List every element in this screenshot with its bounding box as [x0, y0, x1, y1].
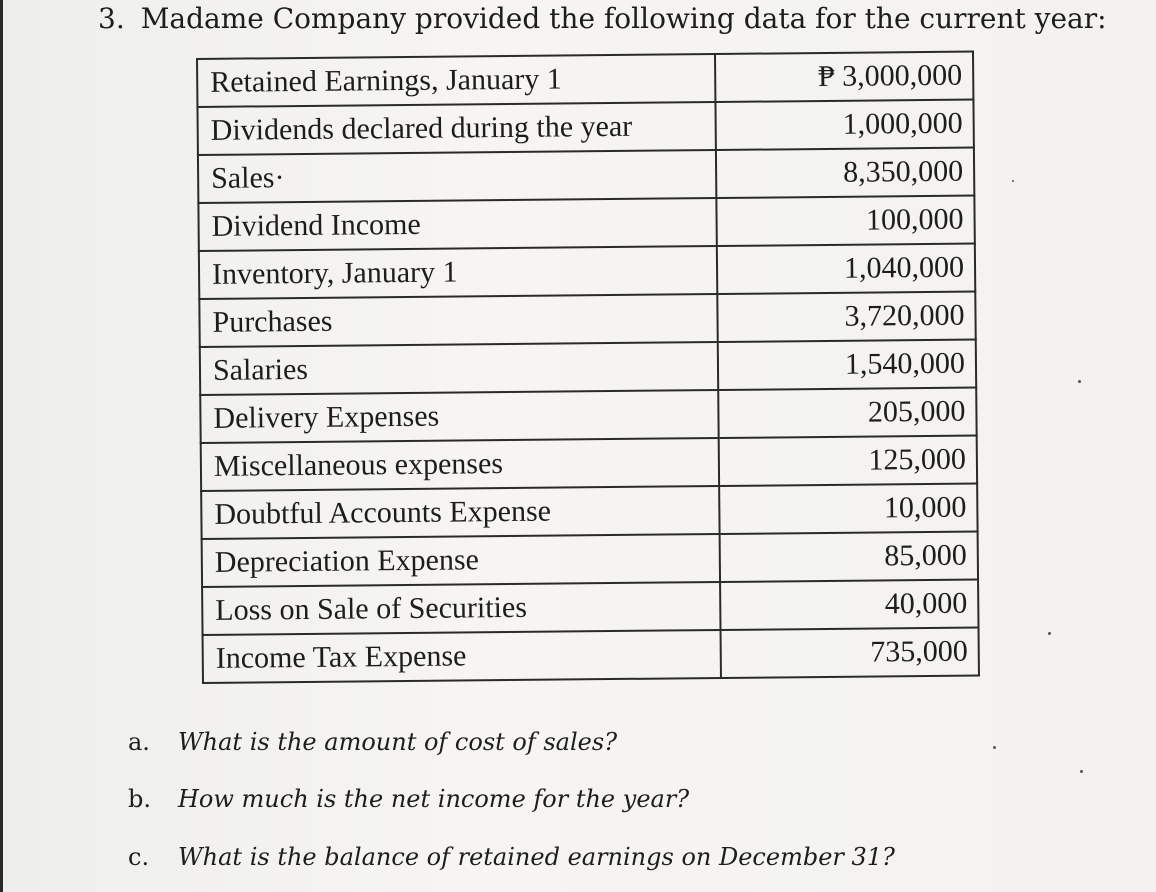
table-row — [197, 100, 973, 155]
row-amount: 10,000 — [719, 484, 977, 534]
row-amount: 3,720,000 — [717, 292, 975, 342]
row-amount: 40,000 — [720, 580, 978, 630]
table-row — [202, 532, 978, 587]
row-label: Depreciation Expense — [202, 534, 720, 587]
data-table — [196, 51, 980, 684]
row-label: Dividend Income — [198, 198, 716, 251]
question-text: What is the amount of cost of sales? — [178, 728, 618, 756]
row-label: Doubtful Accounts Expense — [201, 486, 719, 539]
row-amount: 85,000 — [720, 532, 978, 582]
row-amount: 100,000 — [716, 196, 974, 246]
question-letter: c. — [128, 843, 150, 871]
row-amount: ₱ 3,000,000 — [715, 52, 973, 102]
page-edge-rule — [0, 0, 3, 892]
problem-number: 3. — [98, 2, 125, 35]
table-row — [198, 196, 974, 251]
row-label: Miscellaneous expenses — [201, 438, 719, 491]
table-row — [202, 580, 978, 635]
table-row — [201, 484, 977, 539]
question-text: What is the balance of retained earnings on December 31? — [178, 843, 895, 871]
row-label: Delivery Expenses — [200, 390, 718, 443]
table-row — [203, 628, 979, 683]
row-amount: 125,000 — [719, 436, 977, 486]
row-amount: 8,350,000 — [716, 148, 974, 198]
paper-speck — [1078, 380, 1081, 383]
table-row — [201, 436, 977, 491]
question-a — [128, 728, 617, 756]
row-label: Purchases — [199, 294, 717, 347]
question-letter: a. — [128, 728, 150, 756]
question-b — [128, 785, 689, 813]
table-row — [199, 292, 975, 347]
row-amount: 1,540,000 — [718, 340, 976, 390]
table-row — [200, 340, 976, 395]
table-row — [198, 148, 974, 203]
row-label: Inventory, January 1 — [199, 246, 717, 299]
row-label: Sales· — [198, 150, 716, 203]
question-c — [128, 843, 895, 871]
row-amount: 1,040,000 — [717, 244, 975, 294]
paper-speck — [1012, 180, 1014, 182]
question-letter: b. — [128, 785, 151, 813]
paper-speck — [1048, 632, 1051, 635]
row-label: Retained Earnings, January 1 — [197, 54, 715, 107]
row-amount: 1,000,000 — [715, 100, 973, 150]
paper-speck — [1080, 770, 1083, 773]
row-label: Salaries — [200, 342, 718, 395]
row-label: Income Tax Expense — [203, 630, 721, 683]
paper-speck — [993, 746, 996, 749]
question-text: How much is the net income for the year? — [178, 785, 690, 813]
row-label: Loss on Sale of Securities — [202, 582, 720, 635]
row-amount: 735,000 — [721, 628, 979, 678]
row-label: Dividends declared during the year — [197, 102, 715, 155]
problem-statement: Madame Company provided the following data for the current year: — [140, 2, 1107, 35]
table-row — [199, 244, 975, 299]
table-row — [200, 388, 976, 443]
table-row — [197, 52, 973, 107]
row-amount: 205,000 — [718, 388, 976, 438]
problem-heading — [98, 2, 1107, 36]
